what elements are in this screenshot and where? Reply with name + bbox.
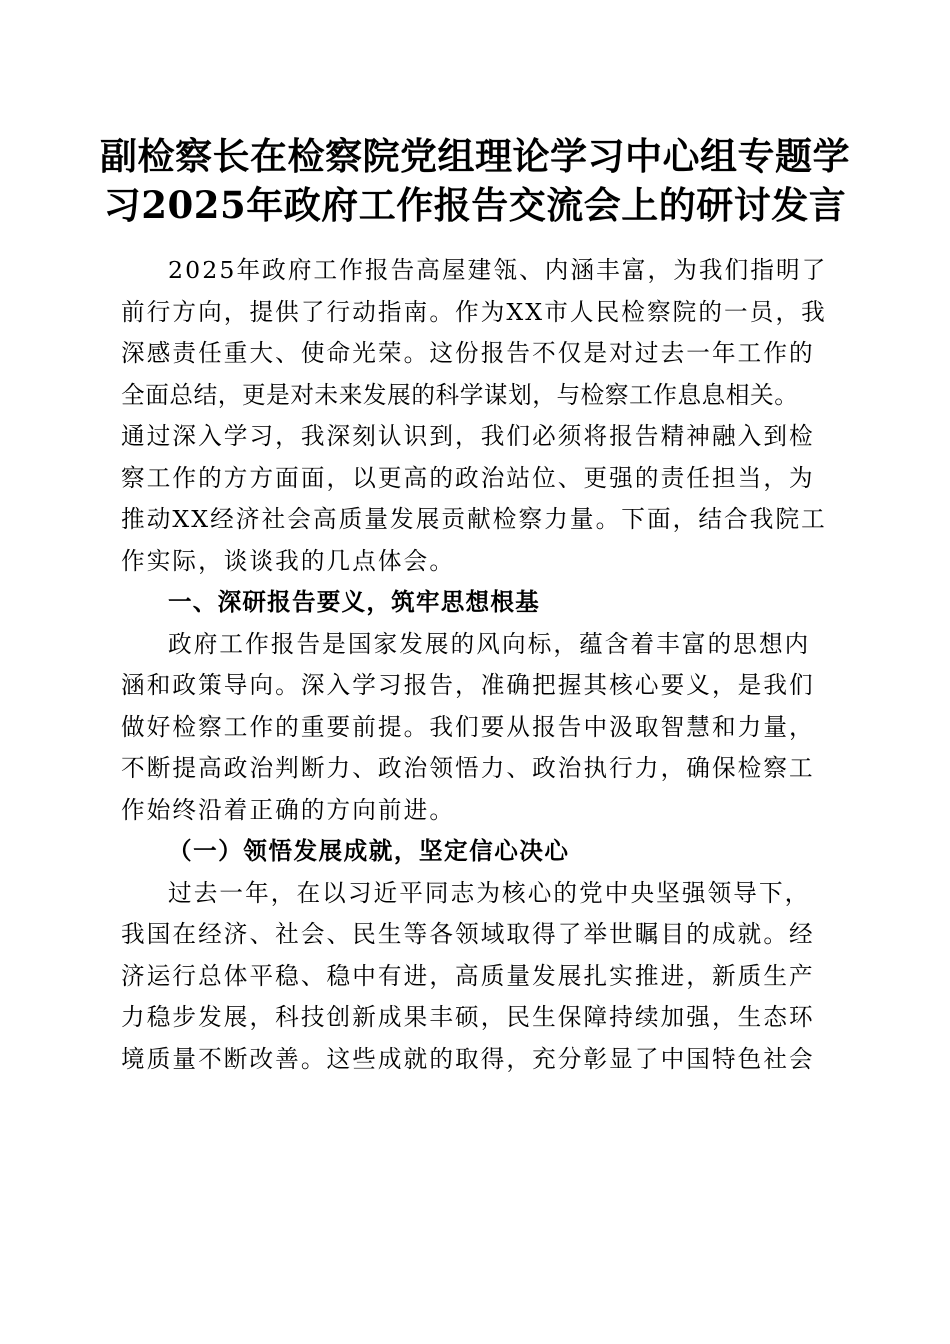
text-line: 作始终沿着正确的方向前进。	[121, 795, 456, 824]
section-paragraph	[121, 624, 836, 832]
text-line: 政府工作报告是国家发展的风向标，蕴含着丰富的思想内	[168, 629, 811, 658]
text-line: 深感责任重大、使命光荣。这份报告不仅是对过去一年工作的	[121, 339, 815, 367]
text-line: 全面总结，更是对未来发展的科学谋划，与检察工作息息相关。	[121, 380, 799, 409]
text-line: 前行方向，提供了行动指南。作为XX市人民检察院的一员，我	[121, 297, 827, 326]
text-line: 济运行总体平稳、稳中有进，高质量发展扎实推进，新质生产	[121, 961, 815, 990]
subsection-heading: （一）领悟发展成就，坚定信心决心	[168, 837, 570, 865]
subsection-paragraph	[121, 873, 836, 1081]
text-line: 2025年政府工作报告高屋建瓴、内涵丰富，为我们指明了	[168, 256, 828, 284]
section-heading: 一、深研报告要义，筑牢思想根基	[168, 588, 540, 616]
text-line: 我国在经济、社会、民生等各领域取得了举世瞩目的成就。经	[121, 920, 815, 948]
title-line-1: 副检察长在检察院党组理论学习中心组专题学	[100, 134, 850, 178]
title-line-2: 习2025年政府工作报告交流会上的研讨发言	[103, 183, 847, 227]
text-line: 作实际，谈谈我的几点体会。	[121, 546, 456, 575]
text-line: 力稳步发展，科技创新成果丰硕，民生保障持续加强，生态环	[121, 1003, 815, 1031]
intro-paragraph	[121, 250, 836, 582]
text-line: 涵和政策导向。深入学习报告，准确把握其核心要义，是我们	[121, 671, 815, 699]
text-line: 不断提高政治判断力、政治领悟力、政治执行力，确保检察工	[121, 754, 815, 782]
text-line: 境质量不断改善。这些成就的取得，充分彰显了中国特色社会	[121, 1044, 815, 1073]
document-title	[100, 132, 850, 230]
text-line: 通过深入学习，我深刻认识到，我们必须将报告精神融入到检	[121, 422, 815, 450]
document-body	[121, 250, 836, 1080]
text-line: 推动XX经济社会高质量发展贡献检察力量。下面，结合我院工	[121, 505, 827, 533]
text-line: 察工作的方方面面，以更高的政治站位、更强的责任担当，为	[121, 463, 815, 492]
text-line: 过去一年，在以习近平同志为核心的党中央坚强领导下，	[168, 878, 811, 907]
text-line: 做好检察工作的重要前提。我们要从报告中汲取智慧和力量，	[121, 712, 815, 741]
